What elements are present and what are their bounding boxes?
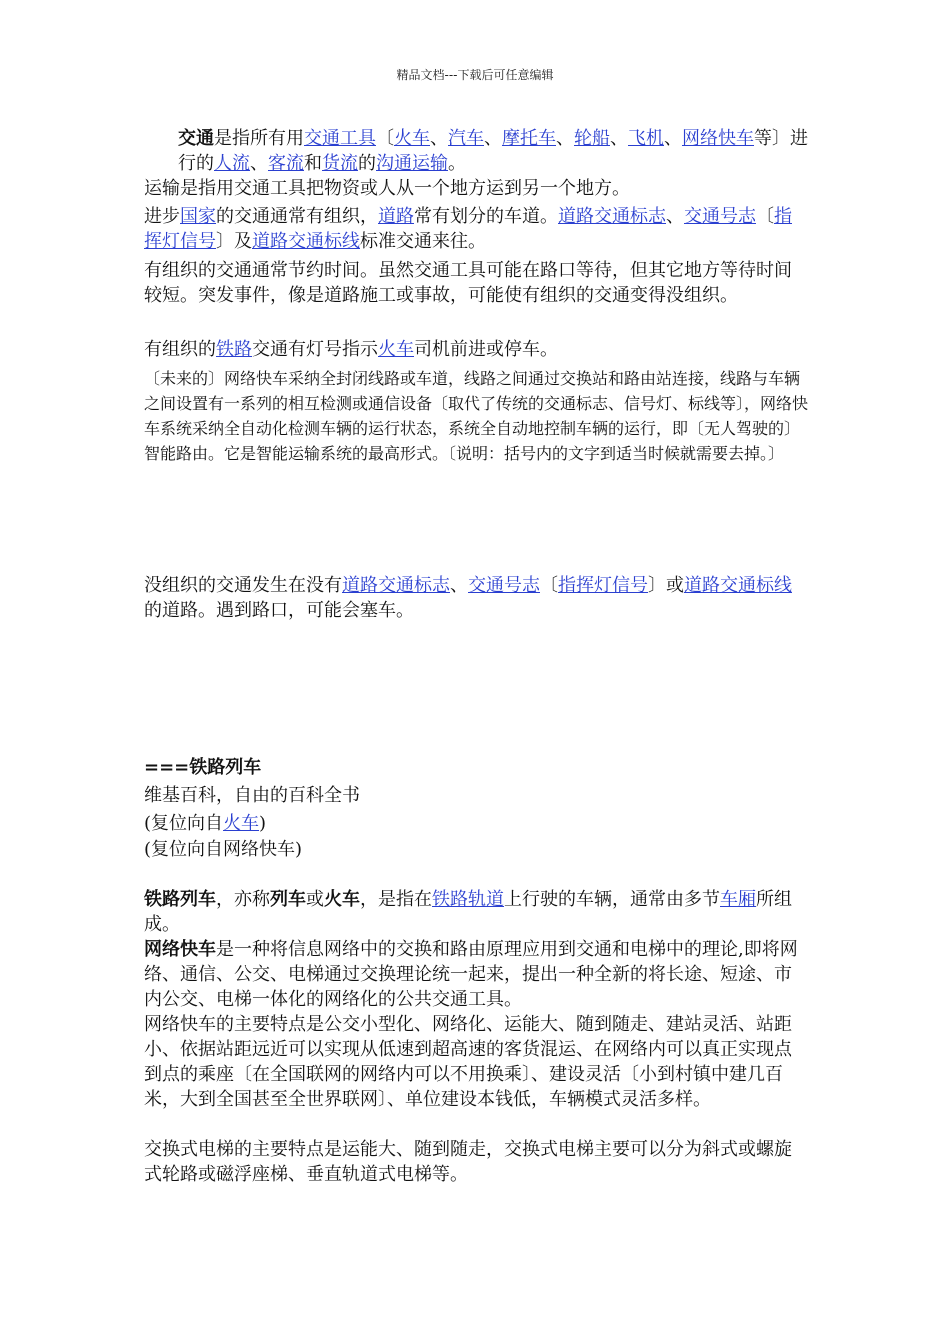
paragraph-transport: 运输是指用交通工具把物资或人从一个地方运到另一个地方。 xyxy=(144,178,630,199)
link-road-signs[interactable]: 道路交通标志 xyxy=(558,206,666,227)
text: (复位向自 xyxy=(144,813,224,834)
link-motorcycle[interactable]: 摩托车 xyxy=(502,128,556,149)
paragraph-organized-traffic xyxy=(144,204,809,254)
term-traffic: 交通 xyxy=(178,128,214,149)
link-ship[interactable]: 轮船 xyxy=(574,128,610,149)
text: 等〕进行的 xyxy=(178,128,808,174)
text: 常有划分的车道。 xyxy=(414,206,558,227)
link-train-3[interactable]: 火车 xyxy=(223,813,260,834)
paragraph-future-network: 〔未来的〕网络快车采纳全封闭线路或车道，线路之间通过交换站和路由站连接，线路与车辆之间设置有一系列的相互检测或通信设备〔取代了传统的交通标志、信号灯、标线等〕，网络快车系统采纳全自动化检测车辆的运行状态，系统全自动地控制车辆的运行，即〔无人驾驶的〕智能路由。它是智能运输系统的最高形式。〔说明：括号内的文字到适当时候就需要去掉。〕 xyxy=(144,369,809,463)
text: 、 xyxy=(484,128,502,149)
text: 〔 xyxy=(756,206,774,227)
link-cargo-flow[interactable]: 货流 xyxy=(322,153,358,174)
term-train: 列车 xyxy=(270,889,306,910)
link-airplane[interactable]: 飞机 xyxy=(628,128,664,149)
paragraph-railway-train xyxy=(144,887,809,937)
link-traffic-tools[interactable]: 交通工具 xyxy=(304,128,376,149)
link-car[interactable]: 汽车 xyxy=(448,128,484,149)
link-railway[interactable]: 铁路 xyxy=(216,339,252,360)
redirect-note-network: (复位向自网络快车) xyxy=(144,839,303,860)
text: 司机前进或停车。 xyxy=(414,339,558,360)
text: 〕及 xyxy=(216,231,252,252)
text: 的交通通常有组织， xyxy=(216,206,378,227)
paragraph-traffic-definition xyxy=(178,126,808,176)
link-railway-track[interactable]: 铁路轨道 xyxy=(432,889,504,910)
link-people-flow[interactable]: 人流 xyxy=(214,153,250,174)
link-road-signs-2[interactable]: 道路交通标志 xyxy=(342,575,450,596)
redirect-note-train xyxy=(144,811,809,836)
text: ，亦称 xyxy=(216,889,270,910)
text: 上行驶的车辆，通常由多节 xyxy=(504,889,720,910)
text: 〔 xyxy=(376,128,394,149)
text: 交通有灯号指示 xyxy=(252,339,378,360)
page-header: 精品文档---下载后可任意编辑 xyxy=(396,68,554,82)
text: 是指所有用 xyxy=(214,128,304,149)
text: 、 xyxy=(250,153,268,174)
text: 、 xyxy=(450,575,468,596)
text: ，是指在 xyxy=(360,889,432,910)
paragraph-railway-signals xyxy=(144,337,809,362)
link-command-lights-2[interactable]: 指挥灯信号 xyxy=(558,575,648,596)
paragraph-elevator: 交换式电梯的主要特点是运能大、随到随走，交换式电梯主要可以分为斜式或螺旋式轮路或磁浮座梯、垂直轨道式电梯等。 xyxy=(144,1139,792,1185)
text: 的道路。遇到路口，可能会塞车。 xyxy=(144,600,414,621)
text: 是一种将信息网络中的交换和路由原理应用到交通和电梯中的理论,即将网络、通信、公交、电梯通过交换理论统一起来，提出一种全新的将长途、短途、市内公交、电梯一体化的网络化的公共交通工具。 xyxy=(144,939,798,1010)
link-road[interactable]: 道路 xyxy=(378,206,414,227)
link-carriage[interactable]: 车厢 xyxy=(720,889,756,910)
text: 和 xyxy=(304,153,322,174)
term-railway-train: 铁路列车 xyxy=(144,889,216,910)
text: 的 xyxy=(358,153,376,174)
text: 所组成。 xyxy=(144,889,792,935)
paragraph-network-features: 网络快车的主要特点是公交小型化、网络化、运能大、随到随走、建站灵活、站距小、依据站距远近可以实现从低速到超高速的客货混运、在网络内可以真正实现点到点的乘座〔在全国联网的网络内可以不用换乘〕、建设灵活〔小到村镇中建几百米，大到全国甚至全世界联网〕、单位建设本钱低，车辆模式灵活多样。 xyxy=(144,1014,792,1110)
text: 有组织的 xyxy=(144,339,216,360)
link-traffic-signals-2[interactable]: 交通号志 xyxy=(468,575,540,596)
text: 、 xyxy=(666,206,684,227)
text: 。 xyxy=(448,153,466,174)
text: 进步 xyxy=(144,206,180,227)
text: 标准交通来往。 xyxy=(360,231,486,252)
link-train[interactable]: 火车 xyxy=(394,128,430,149)
term-fire-car: 火车 xyxy=(324,889,360,910)
text: 没组织的交通发生在没有 xyxy=(144,575,342,596)
link-road-markings-2[interactable]: 道路交通标线 xyxy=(684,575,792,596)
subtitle: 维基百科，自由的百科全书 xyxy=(144,785,360,806)
link-network-express[interactable]: 网络快车 xyxy=(682,128,754,149)
link-country[interactable]: 国家 xyxy=(180,206,216,227)
link-transport[interactable]: 沟通运输 xyxy=(376,153,448,174)
section-heading: ===铁路列车 xyxy=(144,757,262,778)
text: 〔 xyxy=(540,575,558,596)
text: ) xyxy=(259,813,267,834)
text: 、 xyxy=(610,128,628,149)
text: 、 xyxy=(556,128,574,149)
paragraph-unorganized-traffic xyxy=(144,573,809,623)
paragraph-network-express xyxy=(144,937,809,1012)
paragraph-time-saving: 有组织的交通通常节约时间。虽然交通工具可能在路口等待，但其它地方等待时间较短。突发事件，像是道路施工或事故，可能使有组织的交通变得没组织。 xyxy=(144,260,792,306)
text: 、 xyxy=(430,128,448,149)
link-traffic-signals[interactable]: 交通号志 xyxy=(684,206,756,227)
text: 、 xyxy=(664,128,682,149)
link-passenger-flow[interactable]: 客流 xyxy=(268,153,304,174)
link-command-lights[interactable]: 指挥灯信号 xyxy=(144,206,792,252)
term-network-express: 网络快车 xyxy=(144,939,216,960)
link-road-markings[interactable]: 道路交通标线 xyxy=(252,231,360,252)
link-train-2[interactable]: 火车 xyxy=(378,339,414,360)
text: 〕或 xyxy=(648,575,684,596)
text: 或 xyxy=(306,889,324,910)
